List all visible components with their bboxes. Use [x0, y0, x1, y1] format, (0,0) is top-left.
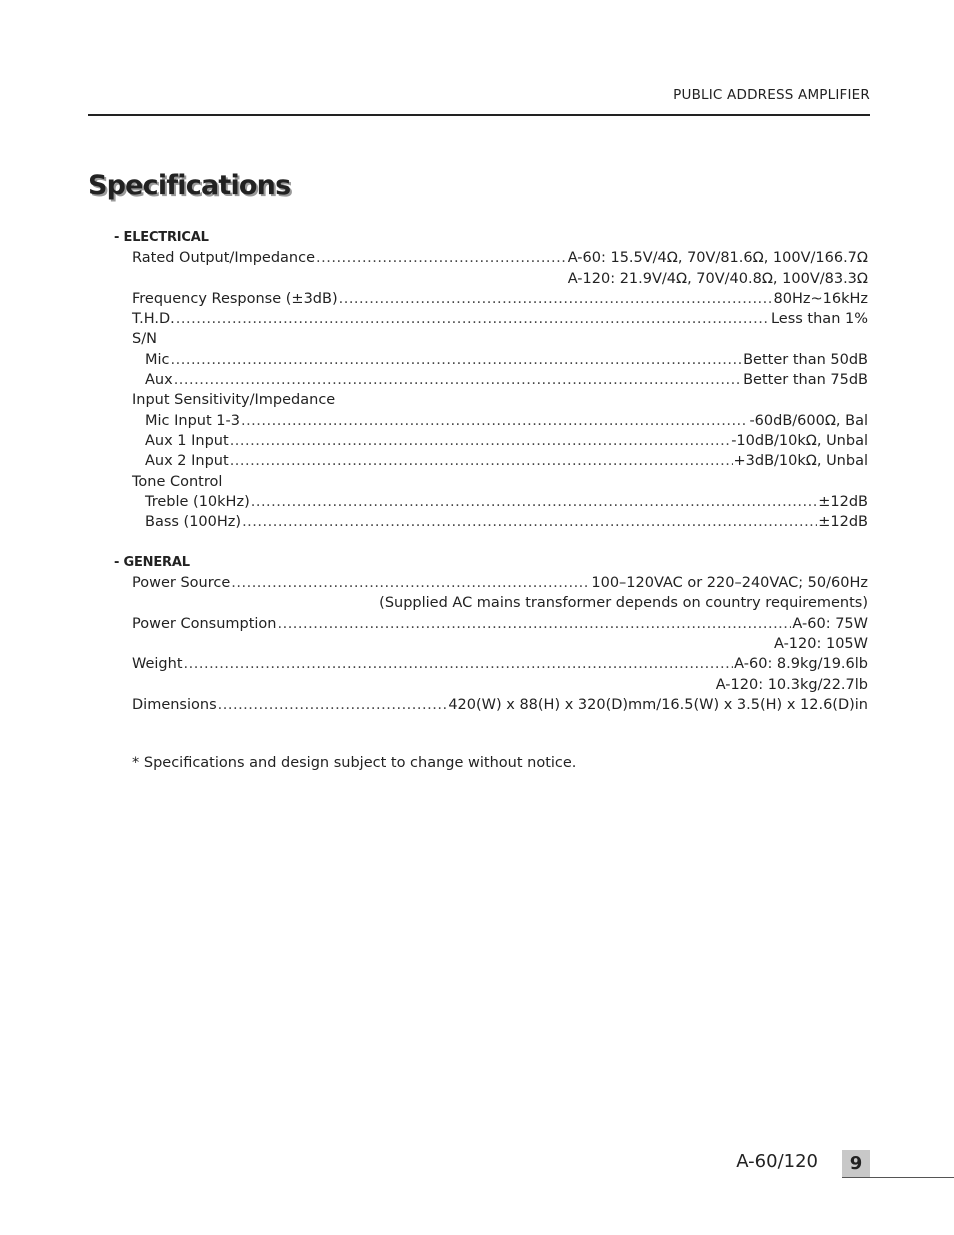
- spec-row-weight: [114, 654, 868, 674]
- spec-group-tone-control: Tone Control: [132, 473, 223, 490]
- spec-group-sn: S/N: [132, 331, 157, 348]
- spec-value: ±12dB: [818, 514, 868, 531]
- section-spacer: [114, 532, 868, 552]
- spec-row-rated-output: [114, 248, 868, 268]
- spec-label: Mic: [145, 351, 170, 368]
- spec-row-thd: [114, 309, 868, 329]
- spec-label: T.H.D.: [132, 311, 175, 328]
- spec-label: Bass (100Hz): [145, 514, 242, 531]
- spec-row-aux2-input: [114, 451, 868, 471]
- spec-row-power-source: [114, 573, 868, 593]
- spec-row-sn-mic: [114, 350, 868, 370]
- section-heading-electrical: - ELECTRICAL: [114, 230, 209, 245]
- footnote: * Specifications and design subject to change without notice.: [132, 755, 577, 771]
- dot-leader: [316, 248, 567, 268]
- footer-rule: [842, 1177, 954, 1178]
- spec-label: Power Source: [132, 575, 231, 592]
- spec-row-power-consumption: [114, 614, 868, 634]
- spec-label: Treble (10kHz): [145, 493, 250, 510]
- dot-leader: [174, 370, 742, 390]
- spec-label: Aux 2 Input: [145, 453, 229, 470]
- spec-value: -60dB/600Ω, Bal: [749, 412, 868, 429]
- header-rule: [88, 114, 870, 116]
- dot-leader: [176, 309, 770, 329]
- spec-value-continued: A-120: 105W: [773, 635, 868, 652]
- spec-row-treble: [114, 492, 868, 512]
- spec-label: Dimensions: [132, 696, 217, 713]
- dot-leader: [339, 289, 773, 309]
- spec-group-input-sensitivity: Input Sensitivity/Impedance: [132, 392, 336, 409]
- dot-leader: [230, 431, 731, 451]
- spec-value: Less than 1%: [770, 311, 868, 328]
- dot-leader: [277, 614, 791, 634]
- spec-value: ±12dB: [818, 493, 868, 510]
- dot-leader: [241, 411, 748, 431]
- spec-label: Aux 1 Input: [145, 432, 229, 449]
- specifications-list: [114, 228, 868, 715]
- spec-row-dimensions: [114, 695, 868, 715]
- running-header: PUBLIC ADDRESS AMPLIFIER: [673, 87, 870, 103]
- spec-value-continued: (Supplied AC mains transformer depends on country requirements): [379, 595, 868, 612]
- dot-leader: [242, 512, 817, 532]
- spec-value: 420(W) x 88(H) x 320(D)mm/16.5(W) x 3.5(H) x 12.6(D)in: [448, 696, 868, 713]
- dot-leader: [184, 654, 734, 674]
- spec-label: Aux: [145, 372, 173, 389]
- spec-row-bass: [114, 512, 868, 532]
- spec-label: Power Consumption: [132, 615, 277, 632]
- spec-value: A-60: 8.9kg/19.6lb: [734, 656, 868, 673]
- dot-leader: [218, 695, 448, 715]
- section-heading-general: - GENERAL: [114, 554, 190, 570]
- spec-value: A-60: 75W: [792, 615, 868, 632]
- page-title: Specifications: [88, 170, 291, 201]
- spec-label: Rated Output/Impedance: [132, 250, 316, 267]
- spec-value: Better than 50dB: [743, 351, 868, 368]
- spec-value: 100–120VAC or 220–240VAC; 50/60Hz: [591, 575, 868, 592]
- spec-row-sn-aux: [114, 370, 868, 390]
- dot-leader: [251, 492, 818, 512]
- spec-row-mic-input: [114, 411, 868, 431]
- footer-model-name: A-60/120: [736, 1151, 818, 1172]
- spec-row-frequency-response: [114, 289, 868, 309]
- spec-row-aux1-input: [114, 431, 868, 451]
- dot-leader: [230, 451, 733, 471]
- page-number: 9: [842, 1150, 870, 1177]
- spec-label: Mic Input 1-3: [145, 412, 240, 429]
- spec-label: Frequency Response (±3dB): [132, 290, 338, 307]
- spec-value: +3dB/10kΩ, Unbal: [733, 453, 868, 470]
- spec-value: -10dB/10kΩ, Unbal: [731, 432, 868, 449]
- dot-leader: [231, 573, 590, 593]
- spec-value: 80Hz~16kHz: [773, 290, 868, 307]
- spec-value: Better than 75dB: [743, 372, 868, 389]
- spec-label: Weight: [132, 656, 183, 673]
- spec-value-continued: A-120: 10.3kg/22.7lb: [715, 676, 868, 693]
- dot-leader: [171, 350, 743, 370]
- spec-value: A-60: 15.5V/4Ω, 70V/81.6Ω, 100V/166.7Ω: [567, 250, 868, 267]
- spec-value-continued: A-120: 21.9V/4Ω, 70V/40.8Ω, 100V/83.3Ω: [567, 270, 868, 287]
